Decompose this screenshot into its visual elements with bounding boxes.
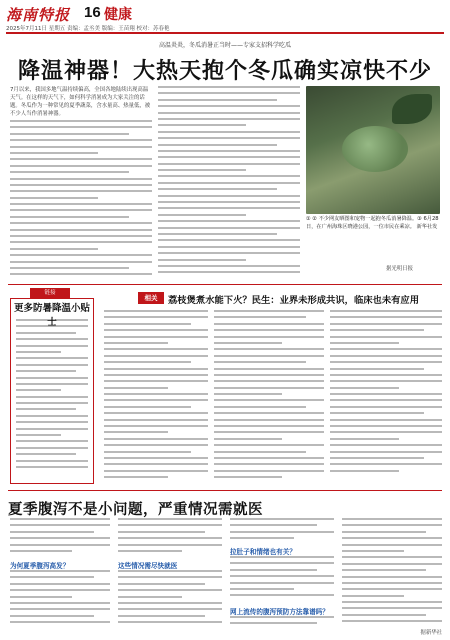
bottom-body-col2a [118, 518, 222, 558]
page-number: 16 [84, 4, 101, 21]
bottom-byline: 据新华社 [420, 630, 442, 636]
leaf-shape [392, 94, 432, 124]
article-photo [306, 86, 440, 214]
related-body-col2 [214, 310, 324, 486]
section-divider [8, 284, 442, 285]
bottom-body-col3b [230, 556, 334, 604]
article-lead: 7月以来，我国多地气温持续偏高，全国各地陆续出现高温天气。在这样的天气下，如何科学消暑成为大家关注的话题。冬瓜作为一种常见的夏季蔬菜，含水量高、热量低，被不少人当作消暑神器。 [10, 87, 151, 117]
subhead-2: 这些情况需尽快就医 [118, 562, 178, 570]
subhead-1: 为何夏季腹泻高发？ [10, 562, 70, 570]
article-kicker: 高温炎炎，冬瓜消暑正当时——专家支招科学吃瓜 [158, 42, 291, 49]
bottom-divider [8, 490, 442, 491]
tipbox-tag: 链接 [30, 288, 70, 298]
article-body-col2 [158, 86, 300, 282]
photo-caption [306, 216, 440, 231]
article-headline: 降温神器！大热天抱个冬瓜确实凉快不少 [17, 59, 432, 84]
photo-caption-text: ① ② 不少网友晒图和宠物一起抱冬瓜消暑降温。③ 6月28日，在广州海珠区晓港公园，一位市民在乘凉。 [306, 216, 439, 230]
article-body-col1 [10, 120, 152, 280]
masthead-rule [6, 32, 444, 34]
section-title: 健康 [104, 7, 132, 23]
bottom-headline: 夏季腹泻不是小问题，严重情况需就医 [8, 502, 263, 518]
bottom-body-col3a [230, 518, 334, 546]
bottom-body-col3c [230, 616, 334, 630]
article-byline: 据光明日报 [386, 266, 413, 272]
bottom-body-col1a [10, 518, 110, 560]
newspaper-logo: 海南特报 [6, 6, 71, 24]
related-body-col1 [104, 310, 208, 486]
related-body-col3 [330, 310, 442, 486]
dateline: 2025年7月11日 星期五 责编：孟丞美 版编：王苗翔 校对：苏春艳 [6, 26, 170, 32]
related-headline: 荔枝煲煮水能下火？民生：业界未形成共识，临床也未有应用 [168, 295, 420, 306]
tipbox-title: 更多防暑降温小贴士 [13, 303, 90, 328]
winter-melon-shape [342, 126, 408, 172]
bottom-body-col4 [342, 518, 442, 626]
bottom-body-col2b [118, 570, 222, 628]
subhead-3: 拉肚子和情绪也有关？ [230, 548, 296, 556]
subhead-4: 网上流传的腹泻预防方法靠谱吗？ [230, 608, 329, 616]
tips-body [16, 319, 88, 479]
related-tag: 相关 [138, 292, 164, 304]
bottom-body-col1b [10, 570, 110, 628]
photo-credit: 新华社发 [416, 223, 438, 230]
